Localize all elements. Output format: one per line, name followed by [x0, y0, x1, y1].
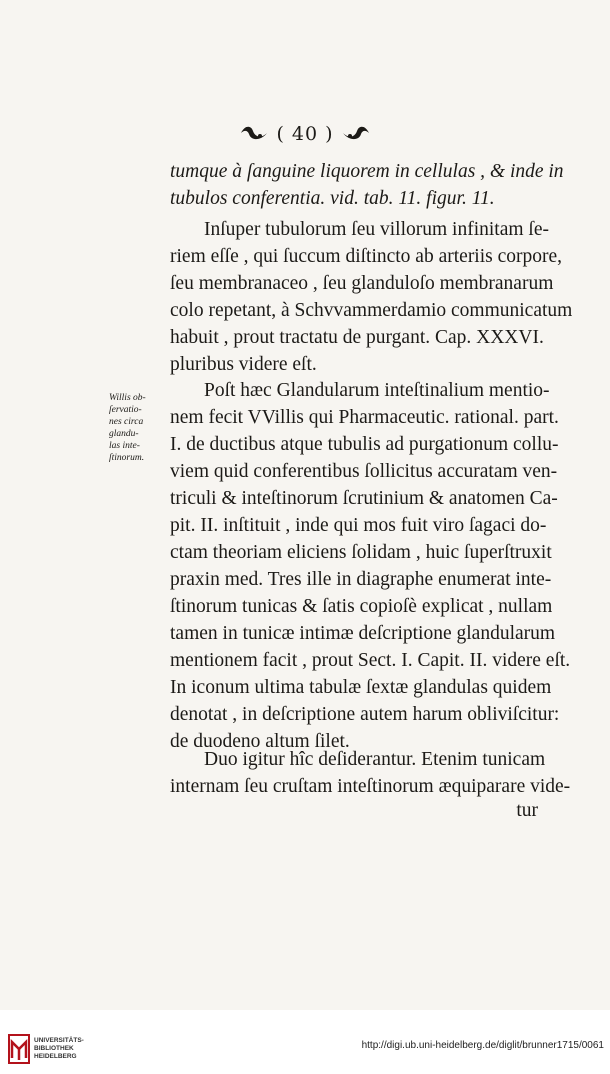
- text-line: ſtinorum tunicas & ſatis copioſè explicat , nullam: [170, 596, 553, 617]
- text-line: nem fecit VVillis qui Pharmaceutic. rational. part.: [170, 407, 559, 428]
- text-line: I. de ductibus atque tubulis ad purgationum collu-: [170, 434, 559, 455]
- library-name: [34, 1037, 84, 1061]
- margin-note-line: las inte-: [109, 441, 140, 451]
- university-logo-icon: [8, 1034, 30, 1064]
- text-line: colo repetant, à Schvvammerdamio communicatum: [170, 300, 573, 321]
- text-line: Duo igitur hîc deſiderantur. Etenim tunicam: [204, 749, 546, 770]
- library-name-line: UNIVERSITÄTS-: [34, 1037, 84, 1044]
- library-name-line: HEIDELBERG: [34, 1053, 77, 1060]
- text-line: Inſuper tubulorum ſeu villorum infinitam ſe-: [204, 219, 549, 240]
- margin-note-line: nes circa: [109, 417, 144, 427]
- text-line: tubulos conferentia. vid. tab. 11. figur. 11.: [170, 188, 495, 209]
- text-line: mentionem facit , prout Sect. I. Capit. II. videre eſt.: [170, 650, 571, 671]
- text-line: pit. II. inſtituit , inde qui mos fuit viro ſagaci do-: [170, 515, 547, 536]
- text-line: riem eſſe , qui ſuccum diſtincto ab arteriis corpore,: [170, 246, 563, 267]
- text-line: tamen in tunicæ intimæ deſcriptione glandularum: [170, 623, 556, 644]
- source-url-link[interactable]: http://digi.ub.uni-heidelberg.de/diglit/brunner1715/0061: [361, 1040, 604, 1051]
- catchword: tur: [516, 800, 538, 821]
- margin-note-line: ſervatio-: [109, 405, 142, 415]
- text-line: In iconum ultima tabulæ ſextæ glandulas quidem: [170, 677, 552, 698]
- text-line: tumque à ſanguine liquorem in cellulas , & inde in: [170, 161, 564, 182]
- margin-note: [109, 392, 169, 464]
- margin-note-line: Willis ob-: [109, 393, 146, 403]
- text-line: pluribus videre eſt.: [170, 354, 317, 375]
- margin-note-line: glandu-: [109, 429, 139, 439]
- text-line: habuit , prout tractatu de purgant. Cap. XXXVI.: [170, 327, 544, 348]
- margin-note-line: ſtinorum.: [109, 453, 145, 463]
- page-number: ( 40 ): [276, 123, 334, 145]
- library-name-line: BIBLIOTHEK: [34, 1045, 74, 1052]
- text-line: denotat , in deſcriptione autem harum obliviſcitur:: [170, 704, 560, 725]
- text-line: internam ſeu cruſtam inteſtinorum æquiparare vide-: [170, 776, 571, 797]
- text-line: ſeu membranaceo , ſeu glanduloſo membranarum: [170, 273, 554, 294]
- ornament-right-icon: [341, 124, 371, 147]
- text-line: praxin med. Tres ille in diagraphe enumerat inte-: [170, 569, 552, 590]
- text-line: ctam theoriam eliciens ſolidam , huic ſuperſtruxit: [170, 542, 552, 563]
- paragraph-2: [170, 216, 573, 378]
- paragraph-4: [170, 746, 571, 800]
- page-header: [0, 123, 610, 147]
- text-line: Poſt hæc Glandularum inteſtinalium mentio-: [204, 380, 550, 401]
- paragraph-1: [170, 158, 564, 212]
- text-line: triculi & inteſtinorum ſcrutinium & anatomen Ca-: [170, 488, 558, 509]
- text-line: de duodeno altum ſilet.: [170, 731, 350, 752]
- paragraph-3: [170, 377, 571, 755]
- text-line: viem quid conferentibus ſollicitus accuratam ven-: [170, 461, 558, 482]
- ornament-left-icon: [239, 124, 269, 147]
